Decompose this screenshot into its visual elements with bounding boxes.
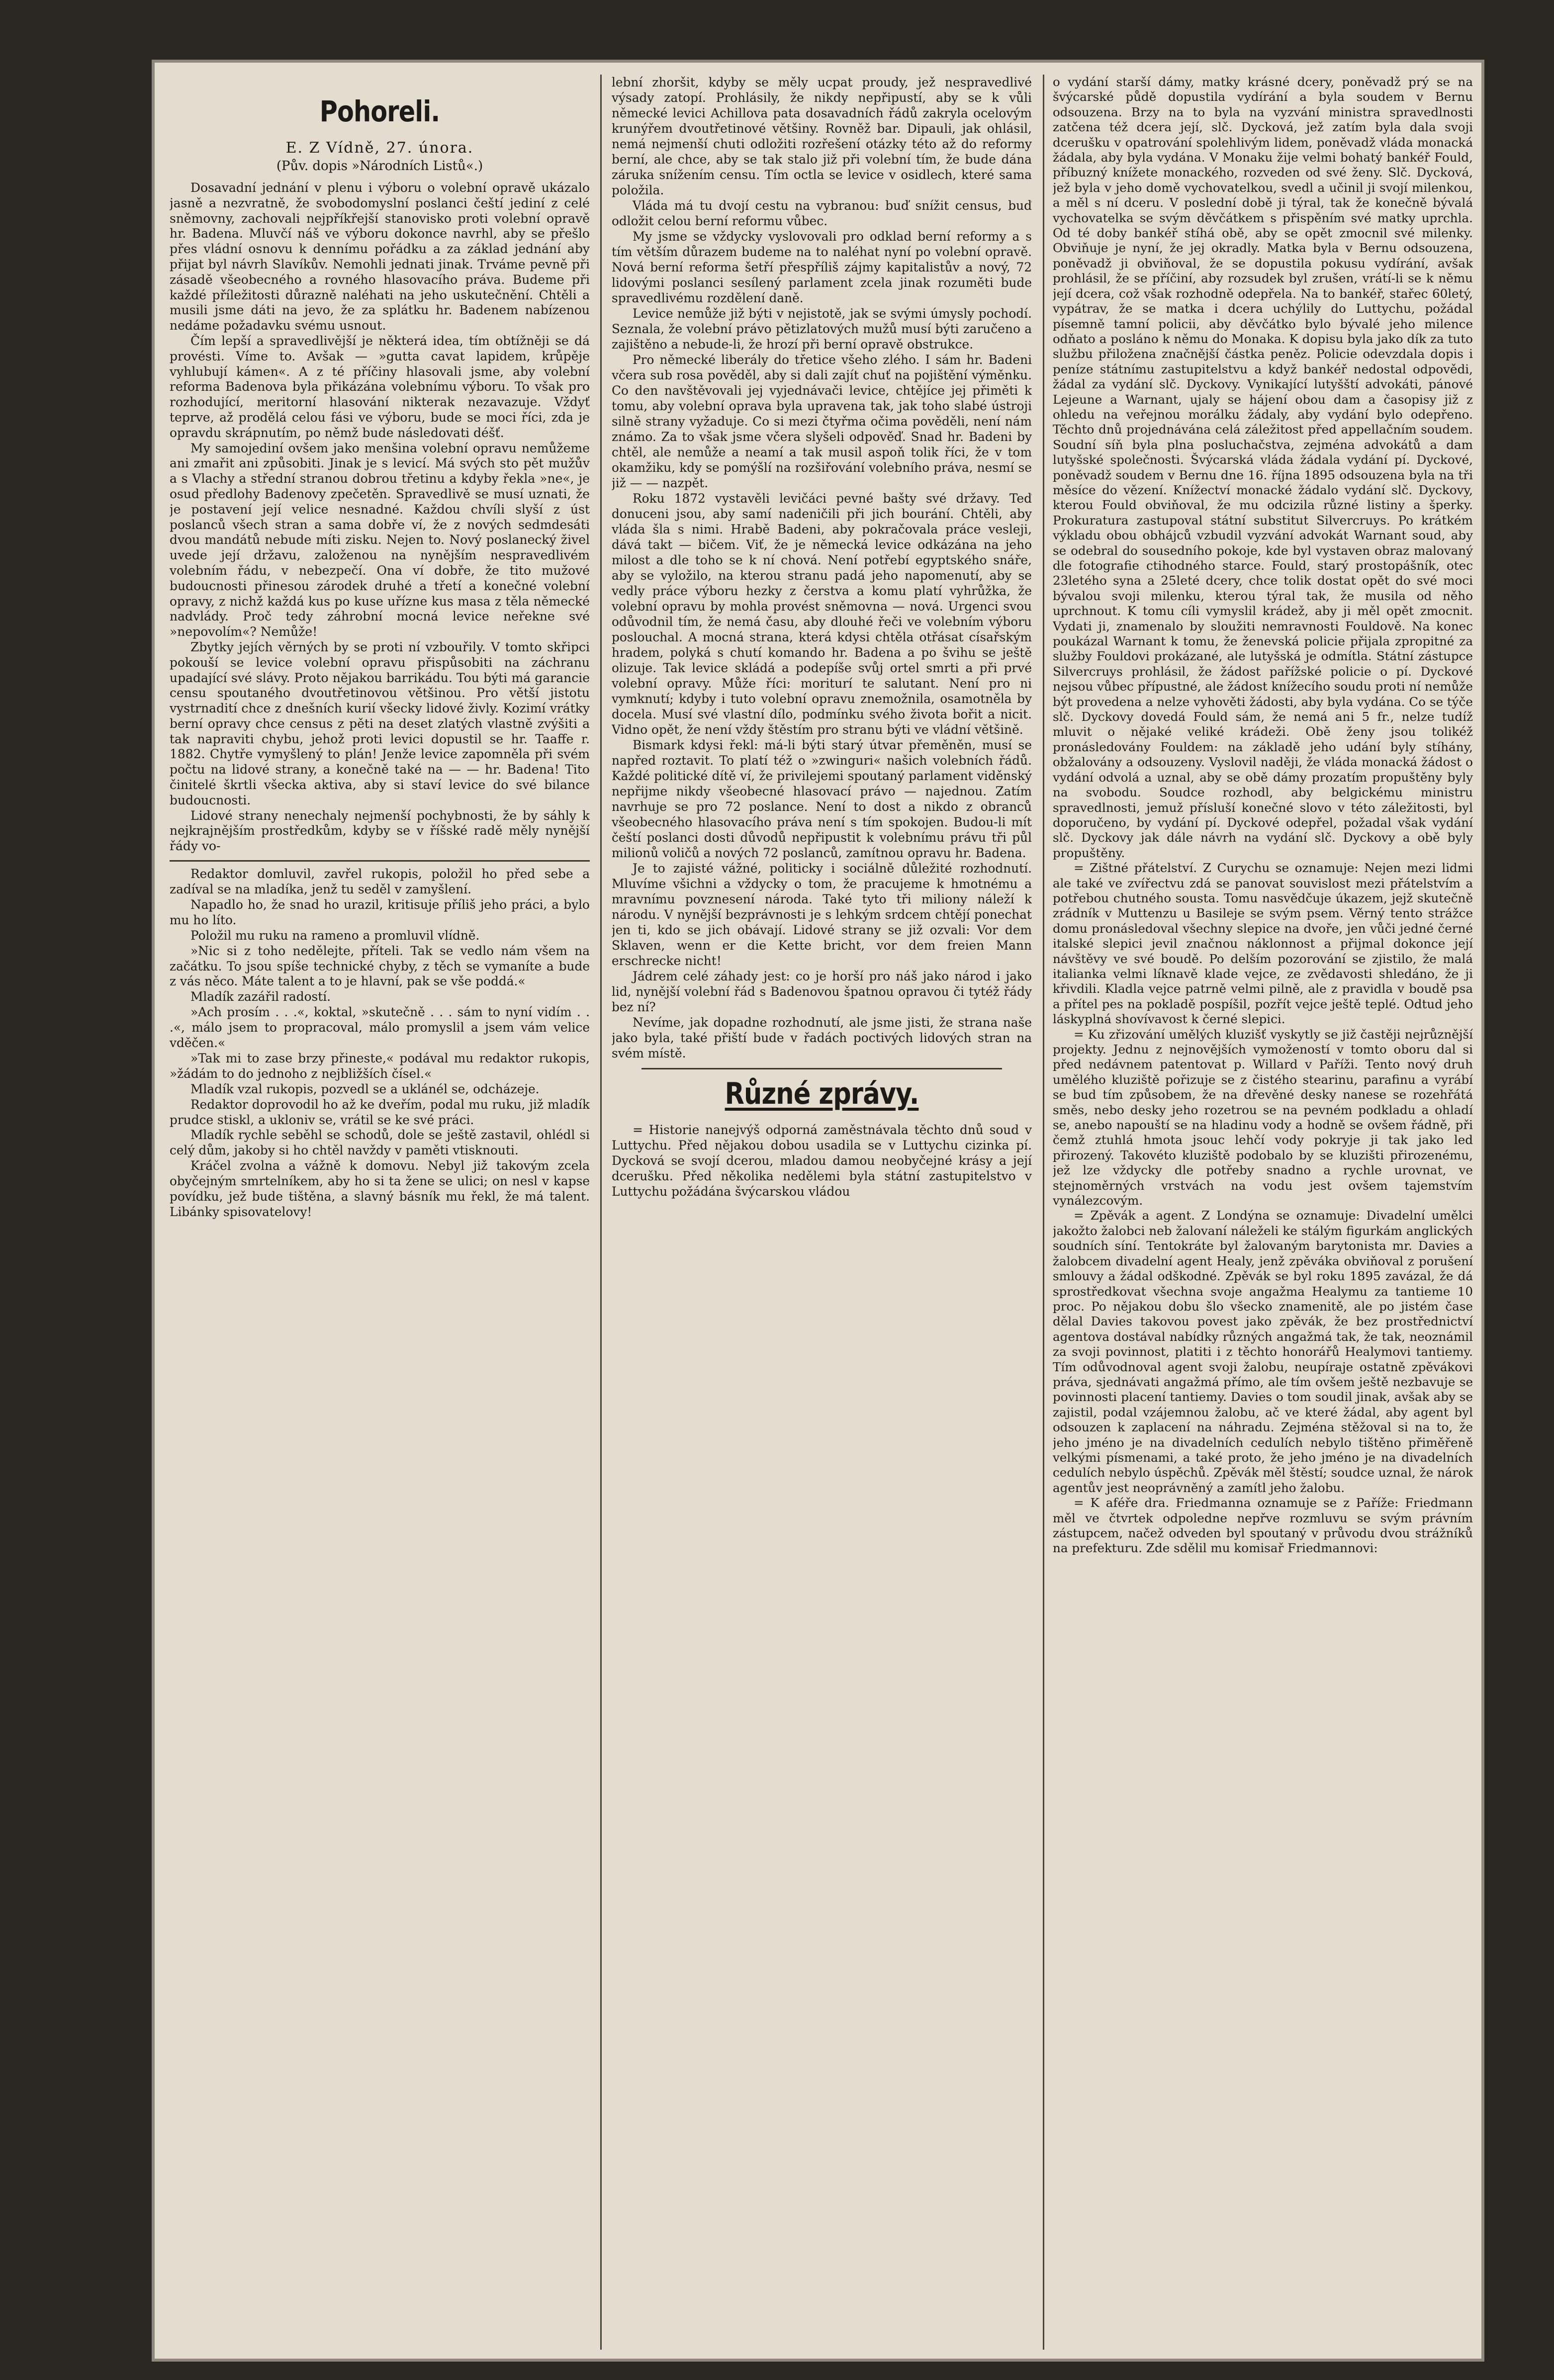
story-paragraph: »Tak mi to zase brzy přineste,« podával mu redaktor rukopis, »žádám to do jednoho z nejbližších čísel.« <box>170 1051 590 1081</box>
paragraph: Roku 1872 vystavěli levičáci pevné bašty své državy. Teď donuceni jsou, aby samí nadeničili při jich bourání. Chtěli, aby vláda šla s nimi. Hrabě Badeni, aby pokračovala práce vesleji, dává takt — bičem. Viť, že je německá levice odkázána na jeho milost a dle toho se k ní chová. Není potřebí egyptského snáře, aby se vyložilo, na kterou stranu padá jeho napomenutí, aby se vedly práce výboru hezky z čerstva a komu platí vyhrůžka, že volební opravu by mohla provést sněmovna — nová. Urgenci svou odůvodnil tím, že nemá času, aby dlouhé řeči ve volebním výboru poslouchal. A mocná strana, která kdysi chtěla otřásat císařským hradem, polyká s chutí komando hr. Badena a po švihu se ještě olizuje. Tak levice skládá a podepíše svůj ortel smrti a při prvé volební opravy. Může říci: moriturí te salutant. Není pro ni vymknutí; kdyby i tuto volební opravu znemožnila, osamotněla by docela. Musí své vlastní dílo, podmínku svého života bořit a nicit. Vidno opět, že není vždy štěstím pro stranu býti ve vládní většině. <box>612 491 1032 737</box>
newspaper-page <box>152 60 1484 2362</box>
news-item: = Ku zřizování umělých kluzišť vyskytly se již častěji nejrůznější projekty. Jednu z nejnovějších vymožeností v tomto oboru dal si před nedávnem patentovat p. Willard v Paříži. Tento nový druh umělého kluziště pořizuje se z čistého stearinu, parafinu a vyrábí se bud tím způsobem, že na dřevěné desky nanese se rozehřátá směs, nebo desky jeho rozetrou se na pevném podkladu a ohladí se, anebo napouští se na hladinu vody a hodně se ovšem řádně, při čemž ztuhlá hmota jsouc lehčí vody pokryje ji tak jako led přirozený. Takovéto kluziště podobalo by se kluzišti přirozenému, jež lze vždycky dle potřeby snadno a rychle urovnat, ve stejnoměrných vrstvách na vodu jest ovšem tajemstvím vynálezcovým. <box>1053 1027 1473 1208</box>
column-3 <box>1053 75 1473 2350</box>
section-divider <box>641 1068 1002 1069</box>
section-title: Různé zprávy. <box>725 1076 919 1111</box>
story-paragraph: Kráčel zvolna a vážně k domovu. Nebyl již takovým zcela obyčejným smrtelníkem, aby ho si ta žene se ulici; on nesl v kapse povídku, jež bude tištěna, a slavný básník mu řekl, že má talent. Libánky spisovatelovy! <box>170 1158 590 1219</box>
paragraph: Zbytky jejích věrných by se proti ní vzbouřily. V tomto skřipci pokouší se levice volební opravu přispůsobiti na záchranu upadající své slávy. Proto nějakou barrikádu. Tou býti má garancie censu spoutaného dvoutřetinovou většinou. Pro větší jistotu vystrnadití chce z dnešních kurií všecky lidové živly. Kozimí vrátky berní opravy chce census z pěti na deset zlatých vlastně zvýšiti a tak napraviti chybu, jehož proti levici dopustil se hr. Taaffe r. 1882. Chytře vymyšlený to plán! Jenže levice zapomněla při svém počtu na lidové strany, a konečně také na — — hr. Badena! Tito činitelé škrtli všecka aktiva, aby si staví levice do své bilance budoucnosti. <box>170 639 590 807</box>
story-paragraph: Napadlo ho, že snad ho urazil, kritisuje příliš jeho práci, a bylo mu ho líto. <box>170 897 590 927</box>
paragraph: Je to zajisté vážné, politicky i sociálně důležité rozhodnutí. Mluvíme všichni a vždycky o tom, že pracujeme k hmotnému a mravnímu povznesení národa. Také tyto tři miliony náleží k národu. V nynější bezprávnosti je s lehkým srdcem chtějí ponechat jen ti, kdo se jich obávají. Lidové strany se již ozvali: Vor dem Sklaven, wenn er die Kette bricht, vor dem freien Mann erschrecke nicht! <box>612 861 1032 968</box>
section-divider <box>170 860 590 862</box>
paragraph: Jádrem celé záhady jest: co je horší pro náš jako národ i jako lid, nynější volební řád s Badenovou špatnou opravou či tytéž řády bez ní? <box>612 969 1032 1014</box>
column-rule <box>1043 75 1044 2350</box>
news-item: = Zpěvák a agent. Z Londýna se oznamuje: Divadelní umělci jakožto žalobci neb žalovaní náleželi ke stálým figurkám anglických soudních síní. Tentokráte byl žalovaným barytonista mr. Davies a žalobcem divadelní agent Healy, jenž zpěváka obviňoval z porušení smlouvy a žádal odškodné. Zpěvák se byl roku 1895 zavázal, že dá sprostředkovat všechna svoje angažma Healymu za tantieme 10 proc. Po nějakou dobu šlo všecko znamenitě, ale po jistém čase dělal Davies takovou povest jako zpěvák, že bez prostřednictví agentova dostával nabídky různých angažmá tak, že tak, neoznámil za svoji povinnost, platiti i z těchto honorářů Healymovi tantiemy. Tím odůvodnoval agent svoji žalobu, neupíraje ostatně zpěvákovi práva, sjednávati angažmá přímo, ale tím ovšem ještě nezbavuje se povinnosti placení tantiemy. Davies o tom soudil jinak, avšak aby se zajistil, podal vzájemnou žalobu, ač ve které žádal, aby agent byl odsouzen k zaplacení na náhradu. Zejména stěžoval si na to, že jeho jméno je na divadelních cedulích nebylo tištěno přiměřeně velkými písmenami, a také proto, že jeho jméno je na divadelních cedulích nebylo úspěchů. Zpěvák měl štěstí; soudce uznal, že nárok agentův jest neoprávněný a zamítl jeho žalobu. <box>1053 1208 1473 1495</box>
story-paragraph: Redaktor doprovodil ho až ke dveřím, podal mu ruku, již mladík prudce stiskl, a ukloniv se, vrátil se ke své práci. <box>170 1097 590 1127</box>
story-paragraph: Mladík rychle seběhl se schodů, dole se ještě zastavil, ohlédl si celý dům, jakoby si ho chtěl navždy v paměti vtisknouti. <box>170 1128 590 1158</box>
paragraph: Levice nemůže již býti v nejistotě, jak se svými úmysly pochodí. Seznala, že volební právo pětizlatových mužů musí býti zaručeno a zajištěno a nebude-li, že hrozí při berní opravě obstrukce. <box>612 306 1032 352</box>
news-item: = Historie nanejvýš odporná zaměstnávala těchto dnů soud v Luttychu. Před nějakou dobou usadila se v Luttychu cizinka pí. Dycková se svojí dcerou, mladou damou neobyčejné krásy a její dcerušku. Před několika nedělemi byla státní zastupitelstvo v Luttychu požádána švýcarskou vládou <box>612 1123 1032 1199</box>
paragraph: My jsme se vždycky vyslovovali pro odklad berní reformy a s tím větším důrazem budeme na to naléhat nyní po volební opravě. Nová berní reforma šetří přespříliš zájmy kapitalistův a nový, 72 lidovými poslanci sesílený parlament zcela jinak rozuměti bude spravedlivému rozdělení daně. <box>612 229 1032 305</box>
paragraph: lební zhoršit, kdyby se měly ucpat proudy, jež nespravedlivé výsady zatopí. Prohlásily, že nikdy nepřipustí, aby se k vůli německé levici Achillova pata dosavadních řádů zakryla ocelovým krunýřem dvoutřetinové většiny. Rovněž bar. Dipauli, jak ohlásil, nemá nejmenší chuti odložiti rozřešení otázky této až do reformy berní, ale chce, aby se tak stalo již při volební tím, že bude dána záruka snížením censu. Tím octla se levice v osidlech, které sama položila. <box>612 75 1032 197</box>
story-paragraph: Mladík zazářil radostí. <box>190 989 331 1004</box>
story-paragraph: Mladík vzal rukopis, pozvedl se a uklánél se, odcházeje. <box>190 1081 540 1096</box>
story-paragraph: Redaktor domluvil, zavřel rukopis, položil ho před sebe a zadíval se na mladíka, jenž tu seděl v zamyšlení. <box>170 867 590 896</box>
column-2 <box>612 75 1032 2350</box>
paragraph: Bismark kdysi řekl: má-li býti starý útvar přeměněn, musí se napřed roztavit. To platí též o »zwinguri« našich volebních řádů. Každé politické dítě ví, že privilejemi spoutaný parlament viděnský nepřijme nikdy všeobecné hlasovací právo — najednou. Zatím navrhuje se pro 72 poslance. Není to dost a nikdo z obranců všeobecného hlasovacího práva není s tím spokojen. Budou-li mít čeští poslanci dosti důvodů nepřipustit k volebnímu právu tři půl milionů voličů a nových 72 poslanců, zamítnou opravu hr. Badena. <box>612 738 1032 860</box>
source-line: (Pův. dopis »Národních Listů«.) <box>276 159 483 174</box>
story-paragraph: Položil mu ruku na rameno a promluvil vlídně. <box>190 928 480 943</box>
paragraph: Nevíme, jak dopadne rozhodnutí, ale jsme jisti, že strana naše jako byla, také přiští bude v řadách poctivých lidových stran na svém místě. <box>612 1015 1032 1060</box>
paragraph: o vydání starší dámy, matky krásné dcery, poněvadž prý se na švýcarské půdě dopustila vydírání a byla soudem v Bernu odsouzena. Brzy na to byla na vyzvání ministra spravedlnosti zatčena též dcera její, slč. Dycková, jež zatím byla dala svoji dcerušku v opatrování spolehlivým lidem, poněvadž vláda monacká žádala, aby byla vydána. V Monaku žije velmi bohatý bankéř Fould, příbuzný knížete monackého, rozveden od své ženy. Slč. Dycková, jež byla v jeho domě vychovatelkou, svedl a učinil ji svojí milenkou, a měl s ní dceru. V poslední době ji týral, tak že konečně bývalá vychovatelka se svým děvčátkem s přispěním své matky uprchla. Od té doby bankéř stíhá obě, aby se opět zmocnil své milenky. Obviňuje je nyní, že jej okradly. Matka byla v Bernu odsouzena, poněvadž ji obviňoval, že se dopustila pokusu vydírání, avšak prohlásil, že se příčiní, aby rozsudek byl zrušen, vrátí-li se k němu její dcera, což však rozhodně odepřela. Na to bankéř, stařec 60letý, vypátrav, že se matka i dcera uchýlily do Luttychu, požádal písemně tamní policii, aby děvčátko bylo bývalé jeho milence odňato a posláno k němu do Monaka. K dopisu byla jako dík za tuto službu přiložena značnější částka peněz. Policie odevzdala dopis i peníze státnímu zastupitelstvu a když bankéř nedostal odpovědi, žádal za vydání slč. Dyckovy. Vynikající lutyšští advokáti, pánové Lejeune a Warnant, ujaly se hájení obou dam a časopisy již z ohledu na veřejnou morálku žádaly, aby vydání bylo odepřeno. Těchto dnů projednávána celá záležitost před appellačním soudem. Soudní síň byla plna posluchačstva, zejména advokátů a dam lutyšské společnosti. Švýcarská vláda žádala vydání pí. Dyckové, poněvadž soudem v Bernu dne 16. října 1895 odsouzena byla na tři měsíce do vězení. Knížectví monacké žádalo vydání slč. Dyckovy, kterou Fould obviňoval, že mu odcizila různé listiny a šperky. Prokuratura zastupoval státní substitut Silvercruys. Po krátkém výkladu obou obhájců vzbudil vyzvání advokát Warnant soud, aby se odebral do sousedního pokoje, kde byl vystaven obraz malovaný dle fotografie ctihodného starce. Fould, starý prostopášník, otec 23letého syna a 25leté dcery, chce tolik dostat opět do své moci bývalou svoji milenku, kterou týral tak, že musila od něho uprchnout. K tomu cíli vymyslil krádež, aby ji měl opět zmocnit. Vydati ji, znamenalo by sloužiti nemravnosti Fouldově. Na konec poukázal Warnant k tomu, že ženevská policie přijala zpropitné za služby Fouldovi prokázané, ale lutyšská je odmítla. Státní zástupce Silvercruys prohlásil, že žádost pařížské policie o pí. Dyckové nejsou vůbec přípustné, ale žádost knížecího soudu proti ní nemůže být provedena a nelze vyhověti žádosti, aby byla vydána. Co se týče slč. Dyckovy dovedá Fould sám, že nemá ani 5 fr., nelze tudíž mluvit o nějaké veliké krádeži. Obě ženy jsou tolikéž pronásledovány Fouldem: na základě jeho udání byly stíhány, obžalovány a odsouzeny. Vyslovil naději, že vláda monacká žádost o vydání odvolá a uznal, aby se obě dámy prozatím propuštěny byly na svobodu. Soudce rozhodl, aby belgickému ministru spravedlnosti, jemuž přísluší konečné slovo v této záležitosti, byl doporučeno, by vydání pí. Dyckové odepřel, požadal však vydání slč. Dyckovy jak dále návrh na vydání slč. Dyckovy a obě byly propuštěny. <box>1053 75 1473 860</box>
story-paragraph: »Nic si z toho nedělejte, příteli. Tak se vedlo nám všem na začátku. To jsou spíše technické chyby, z těch se vymaníte a bude z vás něco. Máte talent a to je hlavní, pak se vše poddá.« <box>170 943 590 989</box>
paragraph: Vláda má tu dvojí cestu na vybranou: buď snížit census, buď odložit celou berní reformu vůbec. <box>612 198 1032 228</box>
article-title: Pohoreli. <box>319 94 440 128</box>
column-1 <box>170 75 590 2350</box>
paragraph: My samojediní ovšem jako menšina volební opravu nemůžeme ani zmařit ani způsobiti. Jinak je s levicí. Má svých sto pět mužův a s Vlachy a střední stranou dobrou třetinu a kdyby řekla »ne«, je osud předlohy Badenovy zpečetěn. Spravedlivě se musí uznati, že je postavení její velice nesnadné. Každou chvíli slyší z úst poslanců všech stran a sama dobře ví, že z nových sedmdesáti dvou mandátů nebude míti zisku. Nejen to. Nový poslanecký živel uvede její državu, založenou na nynějším nespravedlivém volebním řádu, v nebezpečí. Ona ví dobře, že tito mužové budoucnosti přinesou zárodek druhé a třetí a konečné volební opravy, z nichž každá kus po kuse uřízne kus masa z těla německé nadvlády. Proč tedy záhrobní mocná levice neřekne své »nepovolím«? Nemůže! <box>170 441 590 639</box>
paragraph: Lidové strany nenechaly nejmenší pochybnosti, že by sáhly k nejkrajnějším prostředkům, kdyby se v říšské radě měly nynější řády vo- <box>170 808 590 854</box>
paragraph: Pro německé liberály do třetice všeho zlého. I sám hr. Badeni včera sub rosa pověděl, aby si dali zajít chuť na pojištění výměnku. Co den navštěvovali jej vyjednávači levice, chtějíce jej přiměti k tomu, aby volební oprava byla upravena tak, jak toho slabé ústroji silně strany vyžaduje. Co si mezi čtyřma očima pověděli, není nám známo. Za to však jsme včera slyšeli odpověď. Snad hr. Badeni by chtěl, ale nemůže a neamí a tak musil aspoň tolik říci, že v tom okamžiku, kdy se pomýšlí na rozšiřování volebního práva, nesmí se již — — nazpět. <box>612 353 1032 490</box>
column-rule <box>600 75 602 2350</box>
paragraph: Dosavadní jednání v plenu i výboru o volební opravě ukázalo jasně a nezvratně, že svobodomyslní poslanci čeští jediní z celé sněmovny, zachovali nejpříkřejší stanovisko proti volební opravě hr. Badena. Mluvčí náš ve výboru dokonce navrhl, aby se přešlo přes vládní osnovu k dennímu pořádku a za základ jednání aby přijat byl návrh Slavíkův. Nemohli jednati jinak. Trváme pevně při zásadě všeobecného a rovného hlasovacího práva. Budeme při každé příležitosti důrazně naléhati na jeho uskutečnění. Chtěli a musili jsme dáti na jevo, že za splátku hr. Badenem nabízenou nedáme požadavku svému usnout. <box>170 180 590 333</box>
story-paragraph: »Ach prosím . . .«, koktal, »skutečně . . . sám to nyní vidím . . .«, málo jsem to propracoval, málo promyslil a jsem vám velice vděčen.« <box>170 1005 590 1051</box>
news-item: = Zištné přátelství. Z Curychu se oznamuje: Nejen mezi lidmi ale také ve zvířectvu zdá se panovat souvislost mezi přátelstvím a potřebou chutného sousta. Tomu nasvědčuje úkazem, jejž skutečně zrádník v Muttenzu u Basileje se svým psem. Věrný tento strážce domu pronásledoval všechny slepice na dvoře, jen vůči jedné černé italské slepici jevil značnou náklonnost a přijmal dokonce její návštěvy ve své boudě. Po delším pozorování se zjistilo, že malá italianka velmi líknavě klade vejce, ze zvědavosti shledáno, že ji křivdili. Kladla vejce patrně velmi pilně, ale z pravidla v boudě psa a přítel pes na pokladě pospíšil, pozřít vejce ještě teplé. Odtud jeho láskyplná shovívavost k černé slepici. <box>1053 861 1473 1027</box>
paragraph: Čím lepší a spravedlivější je některá idea, tím obtížněji se dá provésti. Víme to. Avšak — »gutta cavat lapidem, krůpěje vyhlubují kámen«. A z té příčiny hlasovali jsme, aby volební reforma Badenova byla přikázána volebnímu výboru. To však pro rozhodující, meritorní hlasování nikterak nezavazuje. Vždyť teprve, až prodělá celou fási ve výboru, bude se moci říci, zda je opravdu skrápnutím, po němž bude následovati déšť. <box>170 333 590 440</box>
news-item: = K aféře dra. Friedmanna oznamuje se z Paříže: Friedmann měl ve čtvrtek odpoledne nepřve rozmluvu se svým právním zástupcem, načež odveden byl spoutaný v průvodu dvou strážníků na prefekturu. Zde sdělil mu komisař Friedmannovi: <box>1053 1496 1473 1556</box>
dateline: E. Z Vídně, 27. února. <box>285 139 474 157</box>
